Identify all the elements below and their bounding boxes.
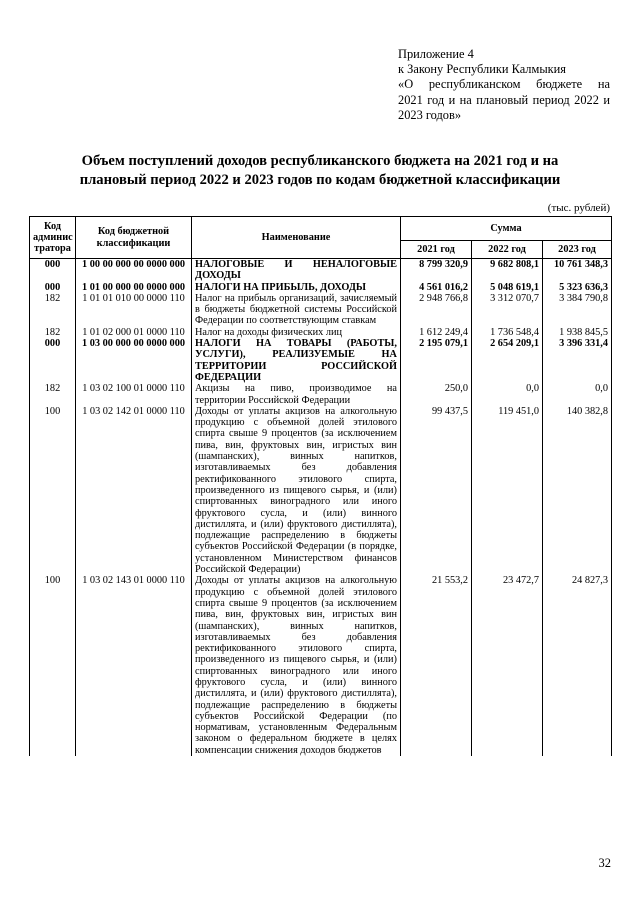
revenue-table <box>29 216 612 756</box>
admin-code-cell: 100 <box>30 406 76 575</box>
amount-2022-cell: 2 654 209,1 <box>472 338 543 383</box>
header-year-2023: 2023 год <box>543 241 612 259</box>
appendix-note <box>398 47 610 123</box>
amount-2022-cell: 5 048 619,1 <box>472 282 543 293</box>
amount-2022-cell: 1 736 548,4 <box>472 327 543 338</box>
amount-2022-cell: 0,0 <box>472 383 543 406</box>
amount-2021-cell: 2 195 079,1 <box>401 338 472 383</box>
units-label: (тыс. рублей) <box>547 202 610 214</box>
amount-2023-cell: 24 827,3 <box>543 575 612 756</box>
amount-2023-cell: 1 938 845,5 <box>543 327 612 338</box>
appendix-line: Приложение 4 <box>398 47 474 61</box>
amount-2022-cell: 9 682 808,1 <box>472 259 543 282</box>
name-cell: НАЛОГИ НА ПРИБЫЛЬ, ДОХОДЫ <box>192 282 401 293</box>
amount-2021-cell: 4 561 016,2 <box>401 282 472 293</box>
budget-code-cell: 1 01 00 000 00 0000 000 <box>76 282 192 293</box>
header-sum: Сумма <box>401 217 612 241</box>
name-cell: НАЛОГОВЫЕ И НЕНАЛОГОВЫЕ ДОХОДЫ <box>192 259 401 282</box>
admin-code-cell: 182 <box>30 293 76 327</box>
name-cell: НАЛОГИ НА ТОВАРЫ (РАБОТЫ, УСЛУГИ), РЕАЛИЗУЕМЫЕ НА ТЕРРИТОРИИ РОССИЙСКОЙ ФЕДЕРАЦИИ <box>192 338 401 383</box>
admin-code-cell: 182 <box>30 383 76 406</box>
header-admin-code: Код админис тратора <box>30 217 76 259</box>
name-cell: Налог на доходы физических лиц <box>192 327 401 338</box>
budget-code-cell: 1 00 00 000 00 0000 000 <box>76 259 192 282</box>
amount-2023-cell: 140 382,8 <box>543 406 612 575</box>
header-year-2021: 2021 год <box>401 241 472 259</box>
name-cell: Акцизы на пиво, производимое на территории Российской Федерации <box>192 383 401 406</box>
table-row <box>30 338 612 383</box>
table-row <box>30 383 612 406</box>
amount-2022-cell: 23 472,7 <box>472 575 543 756</box>
budget-code-cell: 1 03 02 100 01 0000 110 <box>76 383 192 406</box>
amount-2023-cell: 5 323 636,3 <box>543 282 612 293</box>
budget-code-cell: 1 03 02 143 01 0000 110 <box>76 575 192 756</box>
admin-code-cell: 182 <box>30 327 76 338</box>
amount-2023-cell: 3 384 790,8 <box>543 293 612 327</box>
amount-2023-cell: 3 396 331,4 <box>543 338 612 383</box>
table-row <box>30 293 612 327</box>
appendix-line: «О республиканском бюджете на <box>398 77 610 92</box>
table-row <box>30 406 612 575</box>
document-title: Объем поступлений доходов республиканского бюджета на 2021 год и на плановый период 2022 и 2023 годов по кодам бюджетной классификации <box>79 153 561 188</box>
amount-2021-cell: 21 553,2 <box>401 575 472 756</box>
admin-code-cell: 000 <box>30 282 76 293</box>
table-row <box>30 282 612 293</box>
page-number: 32 <box>598 856 611 870</box>
admin-code-cell: 100 <box>30 575 76 756</box>
amount-2021-cell: 1 612 249,4 <box>401 327 472 338</box>
amount-2021-cell: 8 799 320,9 <box>401 259 472 282</box>
appendix-line: 2021 год и на плановый период 2022 и <box>398 92 610 107</box>
admin-code-cell: 000 <box>30 259 76 282</box>
amount-2021-cell: 2 948 766,8 <box>401 293 472 327</box>
budget-code-cell: 1 03 02 142 01 0000 110 <box>76 406 192 575</box>
budget-code-cell: 1 01 02 000 01 0000 110 <box>76 327 192 338</box>
budget-code-cell: 1 01 01 010 00 0000 110 <box>76 293 192 327</box>
amount-2022-cell: 3 312 070,7 <box>472 293 543 327</box>
table-row <box>30 575 612 756</box>
amount-2023-cell: 0,0 <box>543 383 612 406</box>
name-cell: Доходы от уплаты акцизов на алкогольную продукцию с объемной долей этилового спирта свыше 9 процентов (за исключением пива, вин, фруктовых вин, игристых вин (шампанских), винных напитков, изготавливаемых без добавления ректификованного этилового спирта, произведенного из пищевого сырья, и (или) спиртованных виноградного или иного фруктового сусла, и (или) винного дистиллята, и (или) фруктового дистиллята), подлежащие распределению в бюджеты субъектов Российской Федерации (по нормативам, установленным Федеральным законом о федеральном бюджете в целях компенсации снижения доходов бюджетов <box>192 575 401 756</box>
amount-2021-cell: 250,0 <box>401 383 472 406</box>
appendix-line: к Закону Республики Калмыкия <box>398 62 566 77</box>
table-row <box>30 259 612 282</box>
header-name: Наименование <box>192 217 401 259</box>
name-cell: Налог на прибыль организаций, зачисляемый в бюджеты бюджетной системы Российской Федерации по соответствующим ставкам <box>192 293 401 327</box>
header-year-2022: 2022 год <box>472 241 543 259</box>
appendix-line: 2023 годов» <box>398 107 462 122</box>
amount-2022-cell: 119 451,0 <box>472 406 543 575</box>
name-cell: Доходы от уплаты акцизов на алкогольную продукцию с объемной долей этилового спирта свыше 9 процентов (за исключением пива, вин, фруктовых вин, игристых вин (шампанских), винных напитков, изготавливаемых без добавления ректификованного этилового спирта, произведенного из пищевого сырья, и (или) спиртованных виноградного или иного фруктового сусла, и (или) винного дистиллята, и (или) фруктового дистиллята), подлежащие распределению в бюджеты субъектов Российской Федерации (в порядке, установленном Министерством финансов Российской Федерации) <box>192 406 401 575</box>
budget-code-cell: 1 03 00 000 00 0000 000 <box>76 338 192 383</box>
amount-2023-cell: 10 761 348,3 <box>543 259 612 282</box>
amount-2021-cell: 99 437,5 <box>401 406 472 575</box>
table-row <box>30 327 612 338</box>
admin-code-cell: 000 <box>30 338 76 383</box>
header-budget-code: Код бюджетной классификации <box>76 217 192 259</box>
